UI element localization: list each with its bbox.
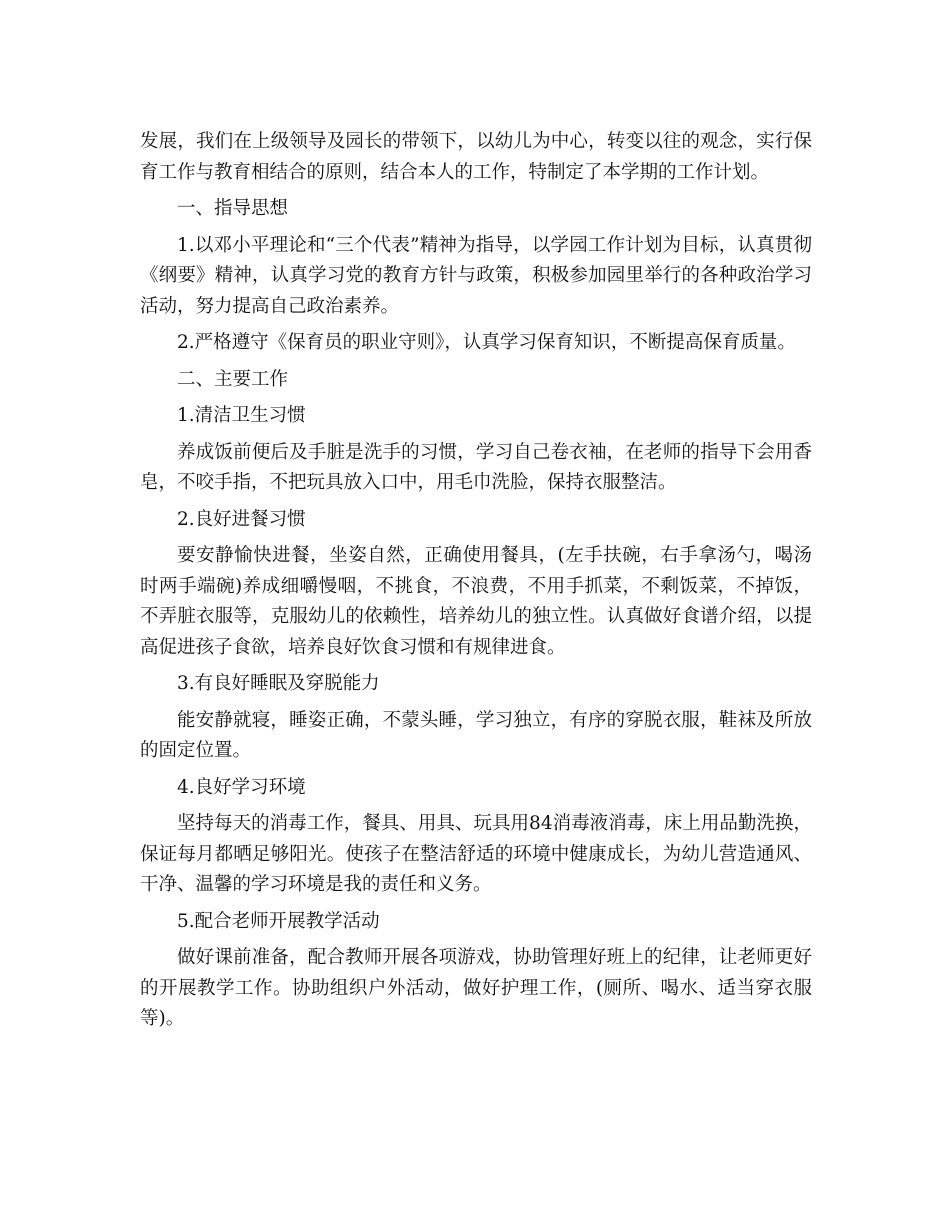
section-heading-guiding-ideology: 一、指导思想 — [177, 198, 289, 219]
subheading-eating-habits: 2.良好进餐习惯 — [177, 508, 306, 530]
paragraph-teaching-support: 做好课前准备，配合教师开展各项游戏，协助管理好班上的纪律，让老师更好的开展教学工作。协助组织户外活动，做好护理工作，(厕所、喝水、适当穿衣服等)。 — [140, 947, 812, 1029]
paragraph-hygiene-habits: 养成饭前便后及手脏是洗手的习惯，学习自己卷衣袖，在老师的指导下会用香皂，不咬手指，不把玩具放入口中，用毛巾洗脸，保持衣服整洁。 — [140, 441, 812, 493]
subheading-hygiene-habits: 1.清洁卫生习惯 — [177, 405, 306, 426]
subheading-sleep-dressing: 3.有良好睡眠及穿脱能力 — [177, 673, 380, 694]
section-heading-main-work: 二、主要工作 — [177, 368, 289, 390]
paragraph-sleep-dressing: 能安静就寝，睡姿正确，不蒙头睡，学习独立，有序的穿脱衣服，鞋袜及所放的固定位置。 — [140, 709, 812, 761]
paragraph-eating-habits: 要安静愉快进餐，坐姿自然，正确使用餐具，(左手扶碗，右手拿汤勺，喝汤时两手端碗)养成细嚼慢咽，不挑食，不浪费，不用手抓菜，不剩饭菜，不掉饭，不弄脏衣服等，克服幼儿的依赖性，培养幼儿的独立性。认真做好食谱介绍，以提高促进孩子食欲，培养良好饮食习惯和有规律进食。 — [140, 545, 812, 658]
document-body — [140, 127, 812, 1041]
paragraph-intro-continuation: 发展，我们在上级领导及园长的带领下，以幼儿为中心，转变以往的观念，实行保育工作与教育相结合的原则，结合本人的工作，特制定了本学期的工作计划。 — [140, 131, 812, 183]
subheading-teaching-support: 5.配合老师开展教学活动 — [177, 910, 380, 932]
paragraph-guideline-2: 2.严格遵守《保育员的职业守则》，认真学习保育知识，不断提高保育质量。 — [177, 332, 796, 353]
paragraph-guideline-1: 1.以邓小平理论和“三个代表”精神为指导，以学园工作计划为目标，认真贯彻《纲要》精神，认真学习党的教育方针与政策，积极参加园里举行的各种政治学习活动，努力提高自己政治素养。 — [140, 234, 812, 317]
paragraph-learning-environment: 坚持每天的消毒工作，餐具、用具、玩具用84消毒液消毒，床上用品勤洗换，保证每月都晒足够阳光。使孩子在整洁舒适的环境中健康成长，为幼儿营造通风、干净、温馨的学习环境是我的责任和义务。 — [140, 813, 812, 895]
subheading-learning-environment: 4.良好学习环境 — [177, 776, 306, 798]
